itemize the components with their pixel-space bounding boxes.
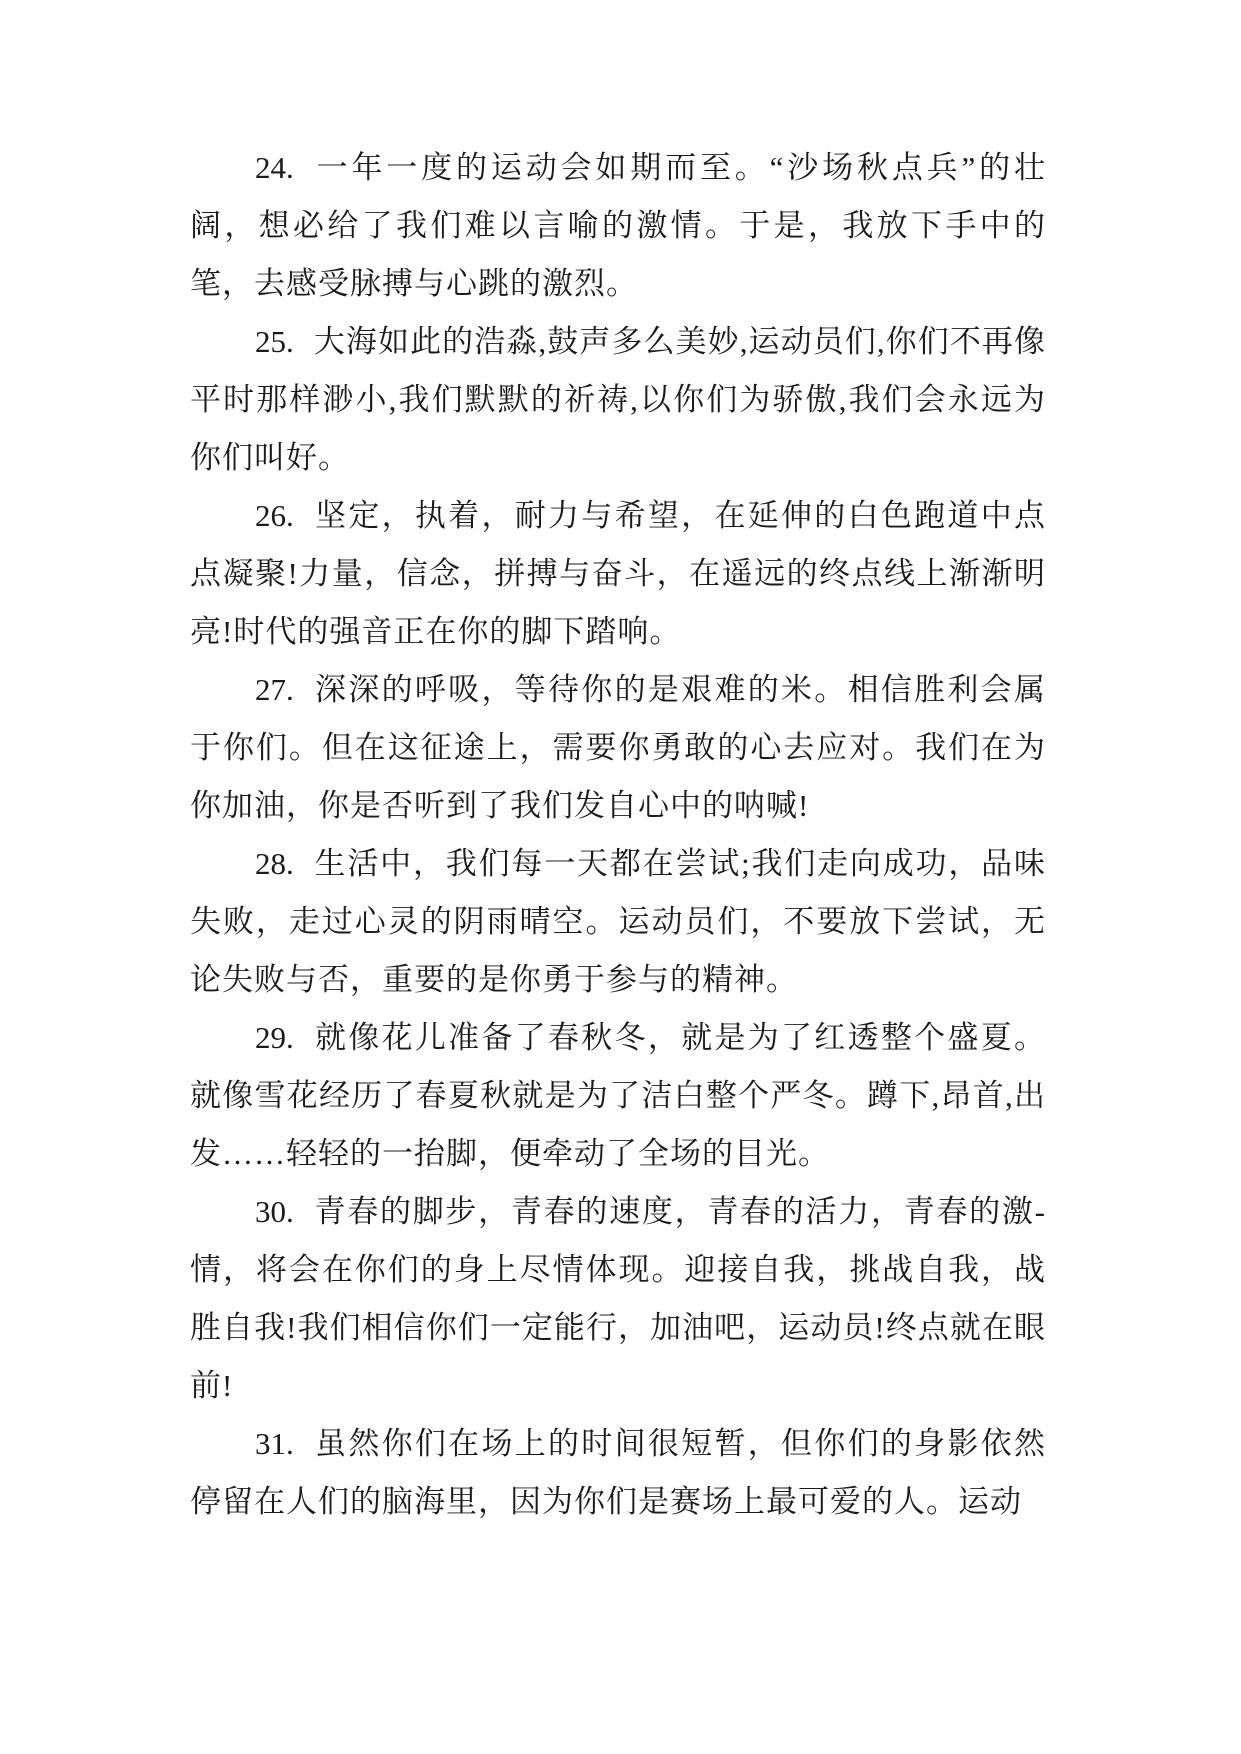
paragraph-27 bbox=[190, 661, 1046, 835]
paragraph-30 bbox=[190, 1183, 1046, 1415]
paragraph-text: 虽然你们在场上的时间很短暂，但你们的身影依然停留在人们的脑海里，因为你们是赛场上最可爱的人。运动 bbox=[190, 1426, 1046, 1519]
paragraph-26 bbox=[190, 487, 1046, 661]
paragraph-text: 生活中，我们每一天都在尝试;我们走向成功，品味失败，走过心灵的阴雨晴空。运动员们，不要放下尝试，无论失败与否，重要的是你勇于参与的精神。 bbox=[190, 846, 1046, 997]
text-column bbox=[190, 139, 1046, 1531]
paragraph-24 bbox=[190, 139, 1046, 313]
paragraph-text: 坚定，执着，耐力与希望，在延伸的白色跑道中点点凝聚!力量，信念，拼搏与奋斗，在遥远的终点线上渐渐明亮!时代的强音正在你的脚下踏响。 bbox=[190, 498, 1046, 649]
paragraph-number: 30. bbox=[255, 1194, 294, 1229]
paragraph-25 bbox=[190, 313, 1046, 487]
paragraph-text: 深深的呼吸，等待你的是艰难的米。相信胜利会属于你们。但在这征途上，需要你勇敢的心去应对。我们在为你加油，你是否听到了我们发自心中的呐喊! bbox=[190, 672, 1046, 823]
paragraph-number: 24. bbox=[255, 150, 294, 185]
paragraph-text: 大海如此的浩淼,鼓声多么美妙,运动员们,你们不再像平时那样渺小,我们默默的祈祷,以你们为骄傲,我们会永远为你们叫好。 bbox=[190, 324, 1046, 475]
paragraph-number: 31. bbox=[255, 1426, 294, 1461]
paragraph-number: 28. bbox=[255, 846, 294, 881]
paragraph-text: 青春的脚步，青春的速度，青春的活力，青春的激-情，将会在你们的身上尽情体现。迎接自我，挑战自我，战胜自我!我们相信你们一定能行，加油吧，运动员!终点就在眼前! bbox=[190, 1194, 1046, 1403]
paragraph-29 bbox=[190, 1009, 1046, 1183]
paragraph-28 bbox=[190, 835, 1046, 1009]
paragraph-31 bbox=[190, 1415, 1046, 1531]
paragraph-number: 27. bbox=[255, 672, 294, 707]
paragraph-text: 就像花儿准备了春秋冬，就是为了红透整个盛夏。就像雪花经历了春夏秋就是为了洁白整个严冬。蹲下,昂首,出发……轻轻的一抬脚，便牵动了全场的目光。 bbox=[190, 1020, 1046, 1171]
paragraph-number: 25. bbox=[255, 324, 294, 359]
paragraph-text: 一年一度的运动会如期而至。“沙场秋点兵”的壮阔，想必给了我们难以言喻的激情。于是，我放下手中的笔，去感受脉搏与心跳的激烈。 bbox=[190, 150, 1046, 301]
paragraph-number: 29. bbox=[255, 1020, 294, 1055]
paragraph-number: 26. bbox=[255, 498, 294, 533]
